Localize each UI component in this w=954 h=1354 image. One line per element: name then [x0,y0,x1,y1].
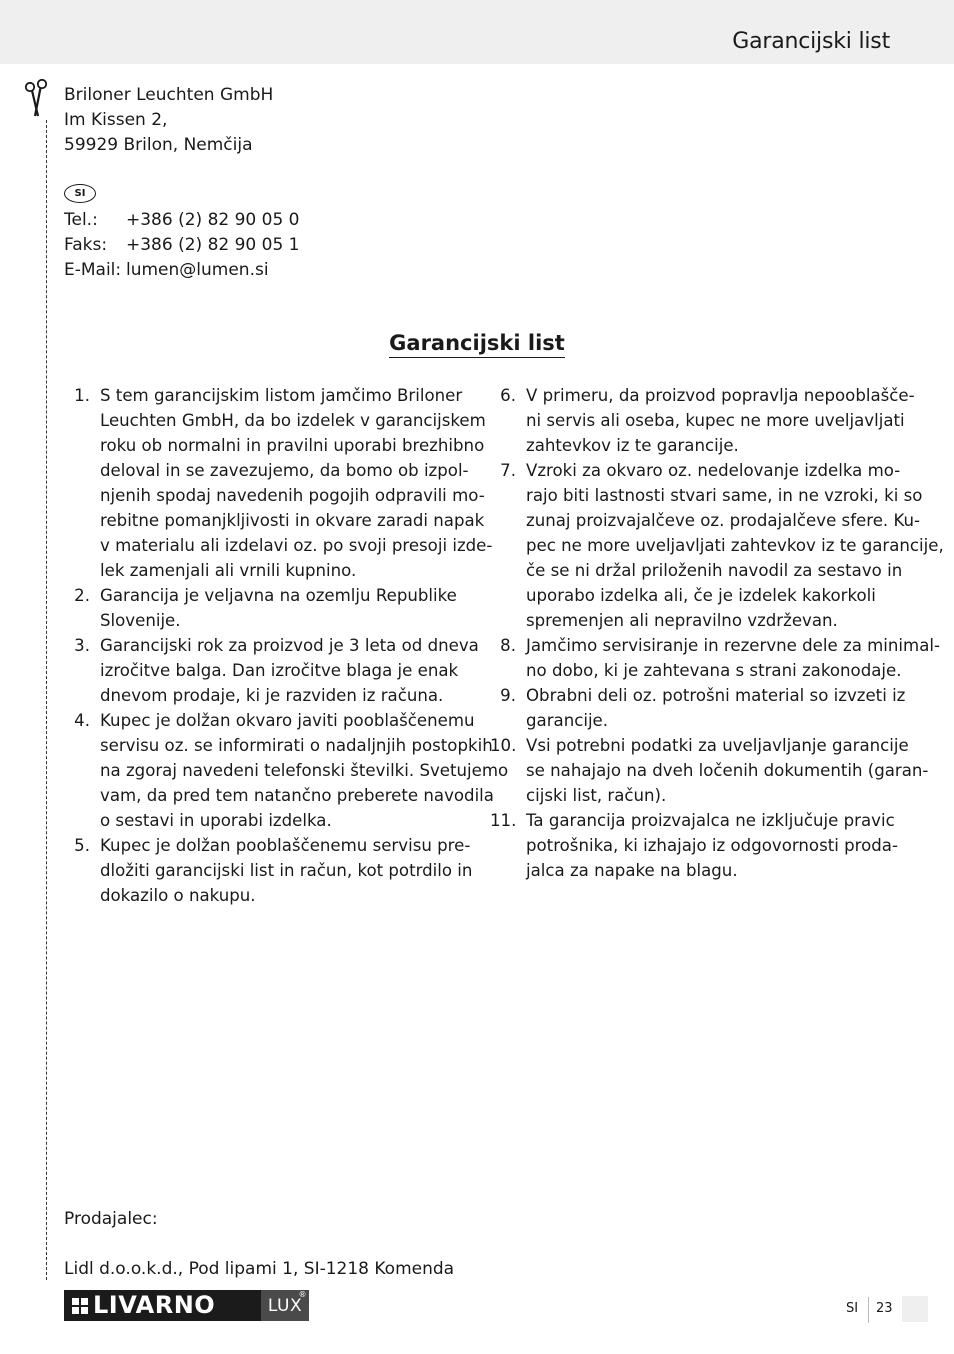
list-item [490,633,940,683]
contact-label: Faks: [64,235,108,255]
list-item-line: uporabo izdelka ali, če je izdelek kakorkoli [526,586,876,605]
contact-value: +386 (2) 82 90 05 0 [126,210,300,230]
contact-value: lumen@lumen.si [126,260,269,280]
list-item-number: 6. [500,386,516,405]
list-item-text [100,383,492,583]
list-item-line: pec ne more uveljavljati zahtevkov iz te garancije, [526,536,944,555]
list-item [490,808,900,883]
list-item-line: njenih spodaj navedenih pogojih odpravili mo- [100,486,485,505]
list-item-line: V primeru, da proizvod popravlja nepooblašče- [526,386,915,405]
seller-label: Prodajalec: [64,1209,158,1229]
address-line: Briloner Leuchten GmbH [64,85,274,105]
list-item [490,383,915,458]
contact-label: Tel.: [64,210,98,230]
list-item-line: rebitne pomanjkljivosti in okvare zaradi napak [100,511,485,530]
list-item-text [100,833,474,908]
terms-column-right [490,383,944,883]
list-item-line: roku ob normalni in pravilni uporabi brezhibno [100,436,485,455]
list-item [490,683,906,733]
address-line: Im Kissen 2, [64,110,168,130]
list-item-line: o sestavi in uporabi izdelka. [100,811,332,830]
logo-registered: ® [298,1290,307,1299]
list-item-line: Ta garancija proizvajalca ne izključuje pravic [526,811,895,830]
list-item-line: Slovenije. [100,611,181,630]
list-item-line: deloval in se zavezujemo, da bomo ob izpol- [100,461,469,480]
list-item-line: no dobo, ki je zahtevana s strani zakonodaje. [526,661,902,680]
list-item-line: izročitve balga. Dan izročitve blaga je enak [100,661,459,680]
list-item-line: cijski list, račun). [526,786,667,805]
list-item-number: 9. [500,686,516,705]
list-item-line: Jamčimo servisiranje in rezervne dele za minimal- [526,636,940,655]
list-item-text [526,683,905,733]
list-item-line: Vsi potrebni podatki za uveljavljanje garancije [526,736,909,755]
contact-row-email [64,258,300,283]
list-item-text [100,633,479,708]
footer-box [902,1296,928,1322]
list-item-number: 5. [74,836,90,855]
scissors-icon [22,78,52,118]
list-item-line: Garancijski rok za proizvod je 3 leta od dneva [100,636,479,655]
logo-main [64,1290,261,1321]
list-item-line: servisu oz. se informirati o nadaljnjih postopkih [100,736,493,755]
contact-label: E-Mail: [64,260,122,280]
list-item-line: S tem garancijskim listom jamčimo Briloner [100,386,463,405]
list-item-line: Obrabni deli oz. potrošni material so izvzeti iz [526,686,906,705]
list-item-line: rajo biti lastnosti stvari same, in ne vzroki, ki so [526,486,923,505]
list-item [64,833,474,908]
list-item-line: jalca za napake na blagu. [526,861,738,880]
list-item-line: dnevom prodaje, ki je razviden iz računa. [100,686,444,705]
list-item-line: potrošnika, ki izhajajo iz odgovornosti proda- [526,836,898,855]
list-item-line: dložiti garancijski list in račun, kot potrdilo in [100,861,473,880]
list-item-number: 8. [500,636,516,655]
list-item-number: 2. [74,586,90,605]
country-badge: SI [64,184,96,203]
address-line: 59929 Brilon, Nemčija [64,135,253,155]
seller-address: Lidl d.o.o.k.d., Pod lipami 1, SI-1218 Komenda [64,1259,455,1279]
list-item-number: 10. [490,736,517,755]
list-item-line: če se ni držal priloženih navodil za sestavo in [526,561,903,580]
section-title-text: Garancijski list [389,331,565,358]
contact-value: +386 (2) 82 90 05 1 [126,235,300,255]
list-item-line: lek zamenjali ali vrnili kupnino. [100,561,357,580]
logo-squares-icon [72,1298,88,1314]
list-item-line: vam, da pred tem natančno preberete navodila [100,786,494,805]
list-item [64,383,493,583]
list-item [64,633,479,708]
logo-brand: LIVARNO [93,1291,216,1319]
cut-line [46,120,47,1280]
list-item-number: 3. [74,636,90,655]
logo-sub-text: LUX [267,1296,303,1316]
list-item-number: 11. [490,811,517,830]
list-item-text [526,808,900,883]
list-item-line: zunaj proizvajalčeve oz. prodajalčeve sfere. Ku- [526,511,921,530]
list-item-line: Kupec je dolžan pooblaščenemu servisu pre- [100,836,471,855]
list-item-line: Kupec je dolžan okvaro javiti pooblaščenemu [100,711,475,730]
list-item-line: ni servis ali oseba, kupec ne more uveljavljati [526,411,905,430]
list-item-line: Vzroki za okvaro oz. nedelovanje izdelka mo- [526,461,901,480]
contact-row-fax [64,233,300,258]
list-item-number: 7. [500,461,516,480]
list-item-line: Garancija je veljavna na ozemlju Republike [100,586,457,605]
section-title [0,331,954,355]
list-item-text [100,583,474,633]
list-item [490,458,944,633]
logo-sub [261,1290,309,1321]
footer-language: SI [846,1301,859,1316]
list-item-text [526,458,944,633]
contact-row-tel [64,208,300,233]
list-item-line: v materialu ali izdelavi oz. po svoji presoji izde- [100,536,493,555]
list-item-number: 4. [74,711,90,730]
list-item-line: spremenjen ali nepravilno vzdrževan. [526,611,838,630]
page-header-title: Garancijski list [732,29,890,54]
list-item [64,583,474,633]
list-item-line: Leuchten GmbH, da bo izdelek v garancijskem [100,411,486,430]
livarno-lux-logo [64,1290,309,1321]
list-item-line: na zgoraj navedeni telefonski številki. Svetujemo [100,761,509,780]
list-item-text [526,383,915,458]
list-item-text [526,633,940,683]
list-item-line: dokazilo o nakupu. [100,886,256,905]
list-item-line: zahtevkov iz te garancije. [526,436,739,455]
list-item-text [526,733,928,808]
page-number: 23 [876,1301,893,1316]
list-item-number: 1. [74,386,90,405]
manufacturer-address [64,83,273,158]
list-item [490,733,929,808]
footer-divider [868,1297,869,1323]
list-item-line: garancije. [526,711,609,730]
contact-block [64,208,300,283]
list-item-text [100,708,508,833]
list-item-line: se nahajajo na dveh ločenih dokumentih (garan- [526,761,929,780]
